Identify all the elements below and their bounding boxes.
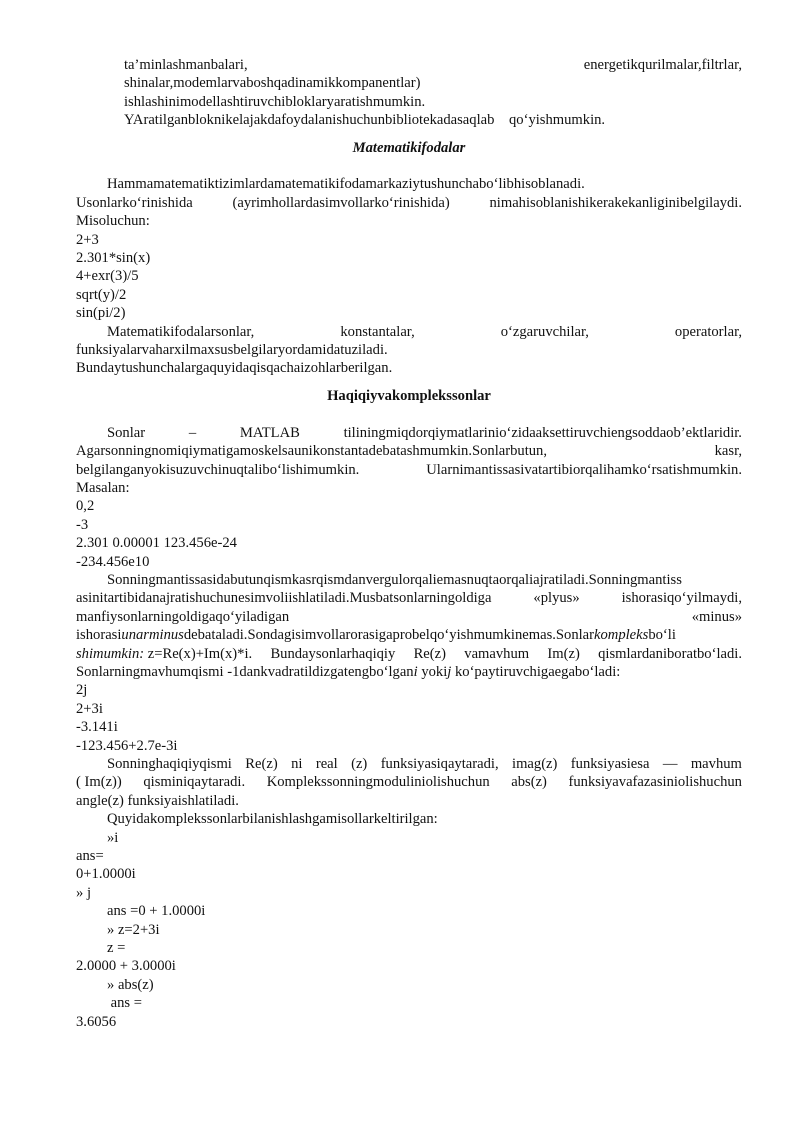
text-run: Bundaysonlarhaqiqiy	[270, 645, 396, 662]
italic-term: kompleks	[594, 627, 649, 644]
section1-para2-line-3: Bundaytushunchalargaquyidaqisqachaizohlarberilgan.	[76, 360, 393, 377]
text-run: Agarsonningnomiqiymatigamoskelsaunikonstantadebatashmumkin.Sonlarbutun,	[76, 443, 547, 460]
section-heading-haqiqiy-va-kompleks-sonlar: Haqiqiyvakomplekssonlar	[327, 387, 491, 404]
console-line: » abs(z)	[107, 976, 154, 993]
console-line: ans =	[107, 995, 142, 1012]
text-run: Usonlarko‘rinishida	[76, 194, 193, 211]
section1-para2-line-2: funksiyalarvaharxilmaxsusbelgilaryordamidatuziladi.	[76, 342, 388, 359]
text-run: belgilanganyokisuzuvchinuqtalibo‘lishimumkin.	[76, 461, 360, 478]
section2-para3-line-3: angle(z) funksiyaishlatiladi.	[76, 792, 239, 809]
section2-para2-line-4	[76, 626, 742, 644]
complex-example: -123.456+2.7e-3i	[76, 737, 178, 754]
italic-term: unarminus	[121, 627, 184, 644]
text-run: (z)	[351, 756, 368, 772]
complex-example: 2j	[76, 682, 88, 699]
text-group	[76, 645, 252, 663]
italic-term: i	[413, 663, 418, 680]
text-run: Matematikifodalarsonlar,	[107, 323, 255, 340]
matlab-console-example	[76, 829, 742, 1031]
console-line: z =	[107, 940, 126, 957]
text-run: ( Im(z))	[76, 774, 122, 791]
text-run: (ayrimhollardasimvollarko‘rinishida)	[232, 194, 450, 211]
section2-para3-line-1	[76, 755, 742, 773]
section2-para2-line-2	[76, 589, 742, 607]
top-para-line-1	[76, 56, 742, 74]
section2-para2-line-1: Sonningmantissasidabutunqismkasrqismdanvergulorqaliemasnuqtaorqaliajratiladi.Sonningmantiss	[107, 571, 682, 588]
text-run: konstantalar,	[340, 323, 415, 340]
text-run: z=Re(x)+Im(x)*i.	[144, 645, 253, 662]
example-expression: 2.301*sin(x)	[76, 250, 151, 267]
text-run: asinitartibidanajratishuchunesimvoliishlatiladi.Musbatsonlarningoldiga	[76, 590, 492, 607]
text-run: kasr,	[714, 443, 742, 460]
section1-para1-line-3: Misoluchun:	[76, 213, 150, 230]
example-expression: 4+exr(3)/5	[76, 268, 139, 285]
top-para-line-4: YAratilganbloknikelajakdafoydalanishuchunbibliotekadasaqlab qo‘yishmumkin.	[124, 112, 606, 129]
text-run: ishorasiqo‘yilmaydi,	[621, 590, 742, 607]
text-run: Im(z)	[547, 645, 580, 662]
section2-para1-line-3	[76, 461, 742, 479]
text-run: debataladi.Sondagisimvollarorasigaprobelqo‘yishmumkinemas.Sonlar	[183, 627, 595, 644]
text-run: funksiyavafazasiniolishuchun	[568, 774, 742, 791]
text-run: imag(z)	[512, 756, 558, 772]
text-run: vamavhum	[464, 645, 530, 662]
text-run: «plyus»	[533, 590, 580, 607]
text-run: operatorlar,	[674, 323, 742, 340]
complex-example: -3.141i	[76, 719, 118, 736]
text-run: MATLAB	[239, 424, 300, 441]
complex-example: 2+3i	[76, 700, 103, 717]
top-para-line-2: shinalar,modemlarvaboshqadinamikkompanentlar)	[124, 75, 421, 92]
console-line: 0+1.0000i	[76, 866, 136, 883]
console-line: ans=	[76, 848, 104, 865]
text-run: real	[315, 756, 338, 772]
example-expression: 2+3	[76, 231, 99, 248]
text-run: Sonninghaqiqiyqismi	[107, 756, 232, 772]
text-run: qismlardaniboratbo‘ladi.	[598, 645, 742, 662]
text-run: energetikqurilmalar,filtrlar,	[583, 57, 742, 73]
number-example: -3	[76, 516, 89, 533]
top-para-line-3: ishlashinimodellashtiruvchibloklaryaratishmumkin.	[124, 93, 426, 110]
text-run: bo‘li	[648, 627, 676, 644]
number-example: -234.456e10	[76, 553, 150, 570]
text-run: Komplekssonningmoduliniolishuchun	[266, 774, 490, 791]
text-run: «minus»	[691, 608, 742, 625]
text-run: Sonlarningmavhumqismi -1dankvadratildizgatengbo‘lgan	[76, 663, 414, 680]
console-line: 2.0000 + 3.0000i	[76, 958, 176, 975]
section1-para2-line-1	[76, 323, 742, 341]
text-run: qisminiqaytaradi.	[143, 774, 246, 791]
example-expression: sin(pi/2)	[76, 305, 126, 322]
text-run: abs(z)	[511, 774, 547, 791]
section2-para2-line-3	[76, 608, 742, 626]
console-line: » z=2+3i	[107, 921, 160, 938]
text-run: nimahisoblanishikerakekanliginibelgilaydi.	[489, 194, 742, 211]
section2-para2-line-6	[76, 663, 742, 681]
text-run: –	[188, 424, 197, 441]
italic-term: shimumkin:	[76, 645, 145, 662]
number-example: 2.301 0.00001 123.456e-24	[76, 535, 237, 552]
console-line: » j	[76, 884, 91, 901]
console-line: 3.6056	[76, 1013, 117, 1030]
text-run: funksiyasiesa	[570, 756, 650, 772]
section2-para4: Quyidakomplekssonlarbilanishlashgamisollarkeltirilgan:	[107, 811, 438, 828]
section1-para1-line-1: Hammamatematiktizimlardamatematikifodamarkaziytushunchabo‘libhisoblanadi.	[107, 176, 585, 193]
text-run: ta’minlashmanbalari,	[124, 57, 248, 73]
text-run: —	[662, 756, 678, 772]
text-run: ko‘paytiruvchigaegabo‘ladi:	[451, 663, 621, 680]
section2-para1-line-4: Masalan:	[76, 479, 130, 496]
text-run: mavhum	[690, 756, 742, 772]
example-expression: sqrt(y)/2	[76, 286, 127, 303]
document-page	[76, 56, 742, 1031]
section2-para1-line-2	[76, 442, 742, 460]
number-example: 0,2	[76, 498, 95, 515]
section2-para3-line-2	[76, 773, 742, 791]
section1-para1-line-2	[76, 194, 742, 212]
text-run: tiliningmiqdorqiymatlarinio‘zidaaksettiruvchiengsoddaob’ektlaridir.	[343, 424, 742, 441]
console-line: ans =0 + 1.0000i	[107, 903, 206, 920]
text-run: Re(z)	[413, 645, 446, 662]
text-run: o‘zgaruvchilar,	[500, 323, 589, 340]
section2-para2-line-5	[76, 645, 742, 663]
section2-para1-line-1	[76, 424, 742, 442]
console-line: »i	[107, 829, 119, 846]
text-run: ishorasi	[76, 627, 122, 644]
text-run: Re(z)	[245, 756, 278, 772]
text-run: funksiyasiqaytaradi,	[380, 756, 499, 772]
italic-term: j	[447, 663, 452, 680]
section-heading-matematik-ifodalar: Matematikifodalar	[352, 139, 466, 156]
text-run: Sonlar	[107, 424, 146, 441]
text-run: manfiysonlarningoldigaqo‘yiladigan	[76, 608, 290, 625]
text-run: yoki	[417, 663, 448, 680]
text-run: Ularnimantissasivatartibiorqalihamko‘rsatishmumkin.	[426, 461, 742, 478]
text-run: ni	[291, 756, 303, 772]
